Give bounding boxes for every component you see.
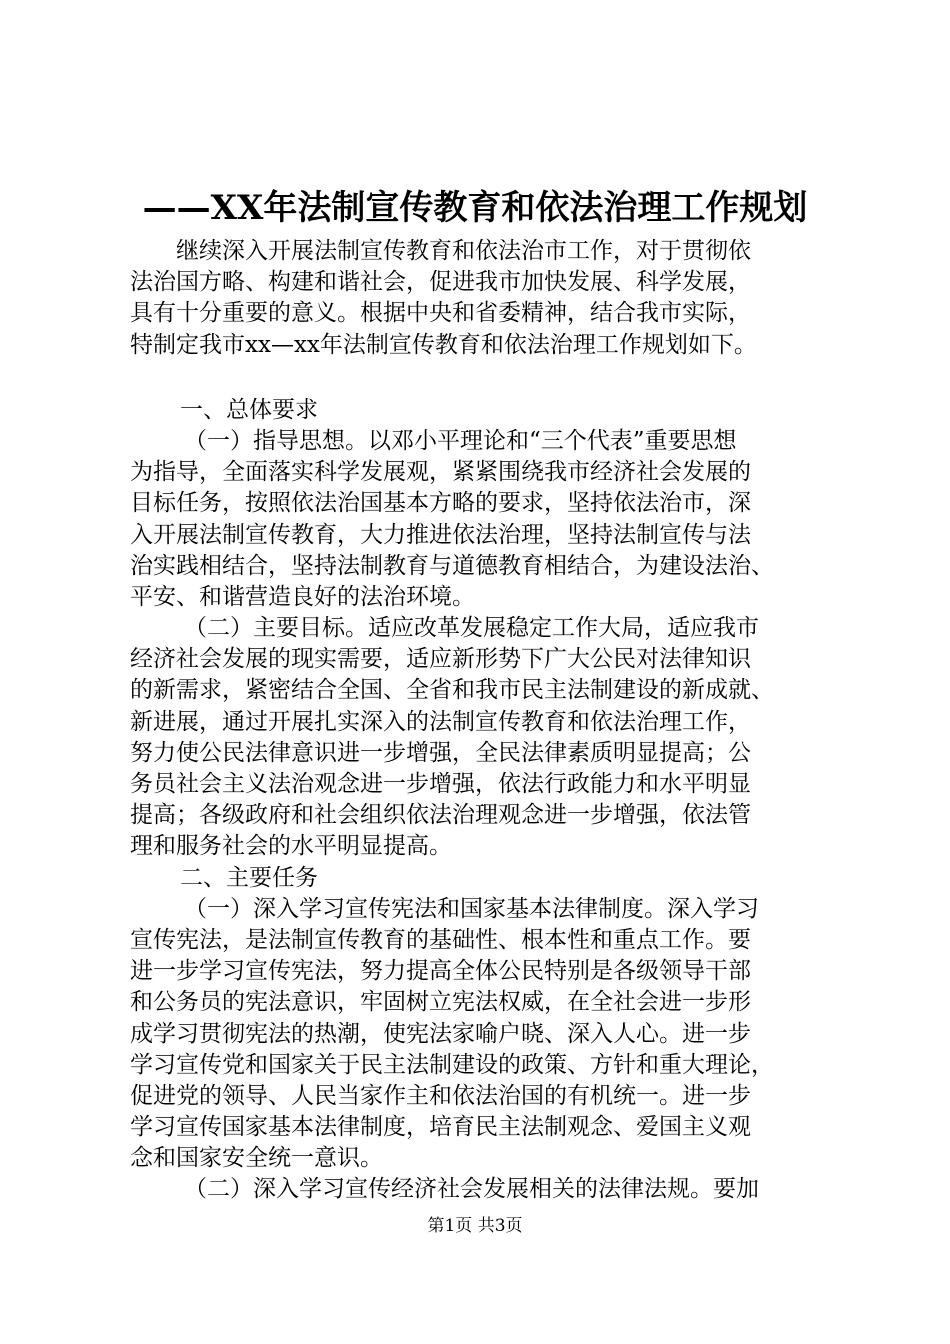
paragraph-line: 的新需求，紧密结合全国、全省和我市民主法制建设的新成就、 bbox=[130, 677, 774, 704]
paragraph-line: 努力使公民法律意识进一步增强，全民法律素质明显提高；公 bbox=[130, 739, 751, 766]
paragraph-line: 提高；各级政府和社会组织依法治理观念进一步增强，依法管 bbox=[130, 802, 751, 829]
paragraph-line: 特制定我市xx—xx年法制宣传教育和依法治理工作规划如下。 bbox=[130, 331, 757, 358]
section-heading: 二、主要任务 bbox=[180, 864, 318, 891]
paragraph-line: 治实践相结合，坚持法制教育与道德教育相结合，为建设法治、 bbox=[130, 552, 774, 579]
section-heading: 一、总体要求 bbox=[180, 396, 318, 423]
paragraph-line: 念和国家安全统一意识。 bbox=[130, 1145, 383, 1172]
paragraph-line: 理和服务社会的水平明显提高。 bbox=[130, 833, 452, 860]
paragraph-gap bbox=[130, 361, 830, 395]
paragraph-line: 继续深入开展法制宣传教育和依法治市工作，对于贯彻依 bbox=[176, 238, 751, 264]
paragraph-line: 法治国方略、构建和谐社会，促进我市加快发展、科学发展， bbox=[130, 269, 751, 296]
paragraph-line: 和公务员的宪法意识，牢固树立宪法权威，在全社会进一步形 bbox=[130, 989, 751, 1016]
page-number-footer: 第1页 共3页 bbox=[427, 1216, 523, 1236]
paragraph-line: 宣传宪法，是法制宣传教育的基础性、根本性和重点工作。要 bbox=[130, 926, 751, 953]
paragraph-line: （二）主要目标。适应改革发展稳定工作大局，适应我市 bbox=[184, 615, 759, 642]
paragraph-line: 入开展法制宣传教育，大力推进依法治理，坚持法制宣传与法 bbox=[130, 521, 751, 548]
document-title: ——XX年法制宣传教育和依法治理工作规划 bbox=[142, 188, 808, 228]
paragraph-line: 务员社会主义法治观念进一步增强，依法行政能力和水平明显 bbox=[130, 771, 751, 797]
paragraph-line: 为指导，全面落实科学发展观，紧紧围绕我市经济社会发展的 bbox=[130, 459, 751, 486]
paragraph-line: 进一步学习宣传宪法，努力提高全体公民特别是各级领导干部 bbox=[130, 958, 751, 985]
paragraph-line: 目标任务，按照依法治国基本方略的要求，坚持依法治市，深 bbox=[130, 490, 751, 517]
paragraph-line: 促进党的领导、人民当家作主和依法治国的有机统一。进一步 bbox=[130, 1082, 751, 1109]
paragraph-line: 学习宣传党和国家关于民主法制建设的政策、方针和重大理论， bbox=[130, 1051, 774, 1078]
paragraph-line: （一）深入学习宣传宪法和国家基本法律制度。深入学习 bbox=[184, 895, 759, 922]
paragraph-line: 平安、和谐营造良好的法治环境。 bbox=[130, 583, 475, 610]
paragraph-line: 成学习贯彻宪法的热潮，使宪法家喻户晓、深入人心。进一步 bbox=[130, 1020, 751, 1047]
paragraph-line: 新进展，通过开展扎实深入的法制宣传教育和依法治理工作， bbox=[130, 708, 751, 735]
paragraph-line: （一）指导思想。以邓小平理论和“三个代表”重要思想 bbox=[184, 427, 737, 454]
document-body bbox=[130, 236, 830, 1206]
paragraph-line: 学习宣传国家基本法律制度，培育民主法制观念、爱国主义观 bbox=[130, 1114, 751, 1141]
paragraph-line: 经济社会发展的现实需要，适应新形势下广大公民对法律知识 bbox=[130, 646, 751, 673]
paragraph-line: （二）深入学习宣传经济社会发展相关的法律法规。要加 bbox=[184, 1176, 759, 1203]
paragraph-line: 具有十分重要的意义。根据中央和省委精神，结合我市实际， bbox=[130, 300, 751, 327]
